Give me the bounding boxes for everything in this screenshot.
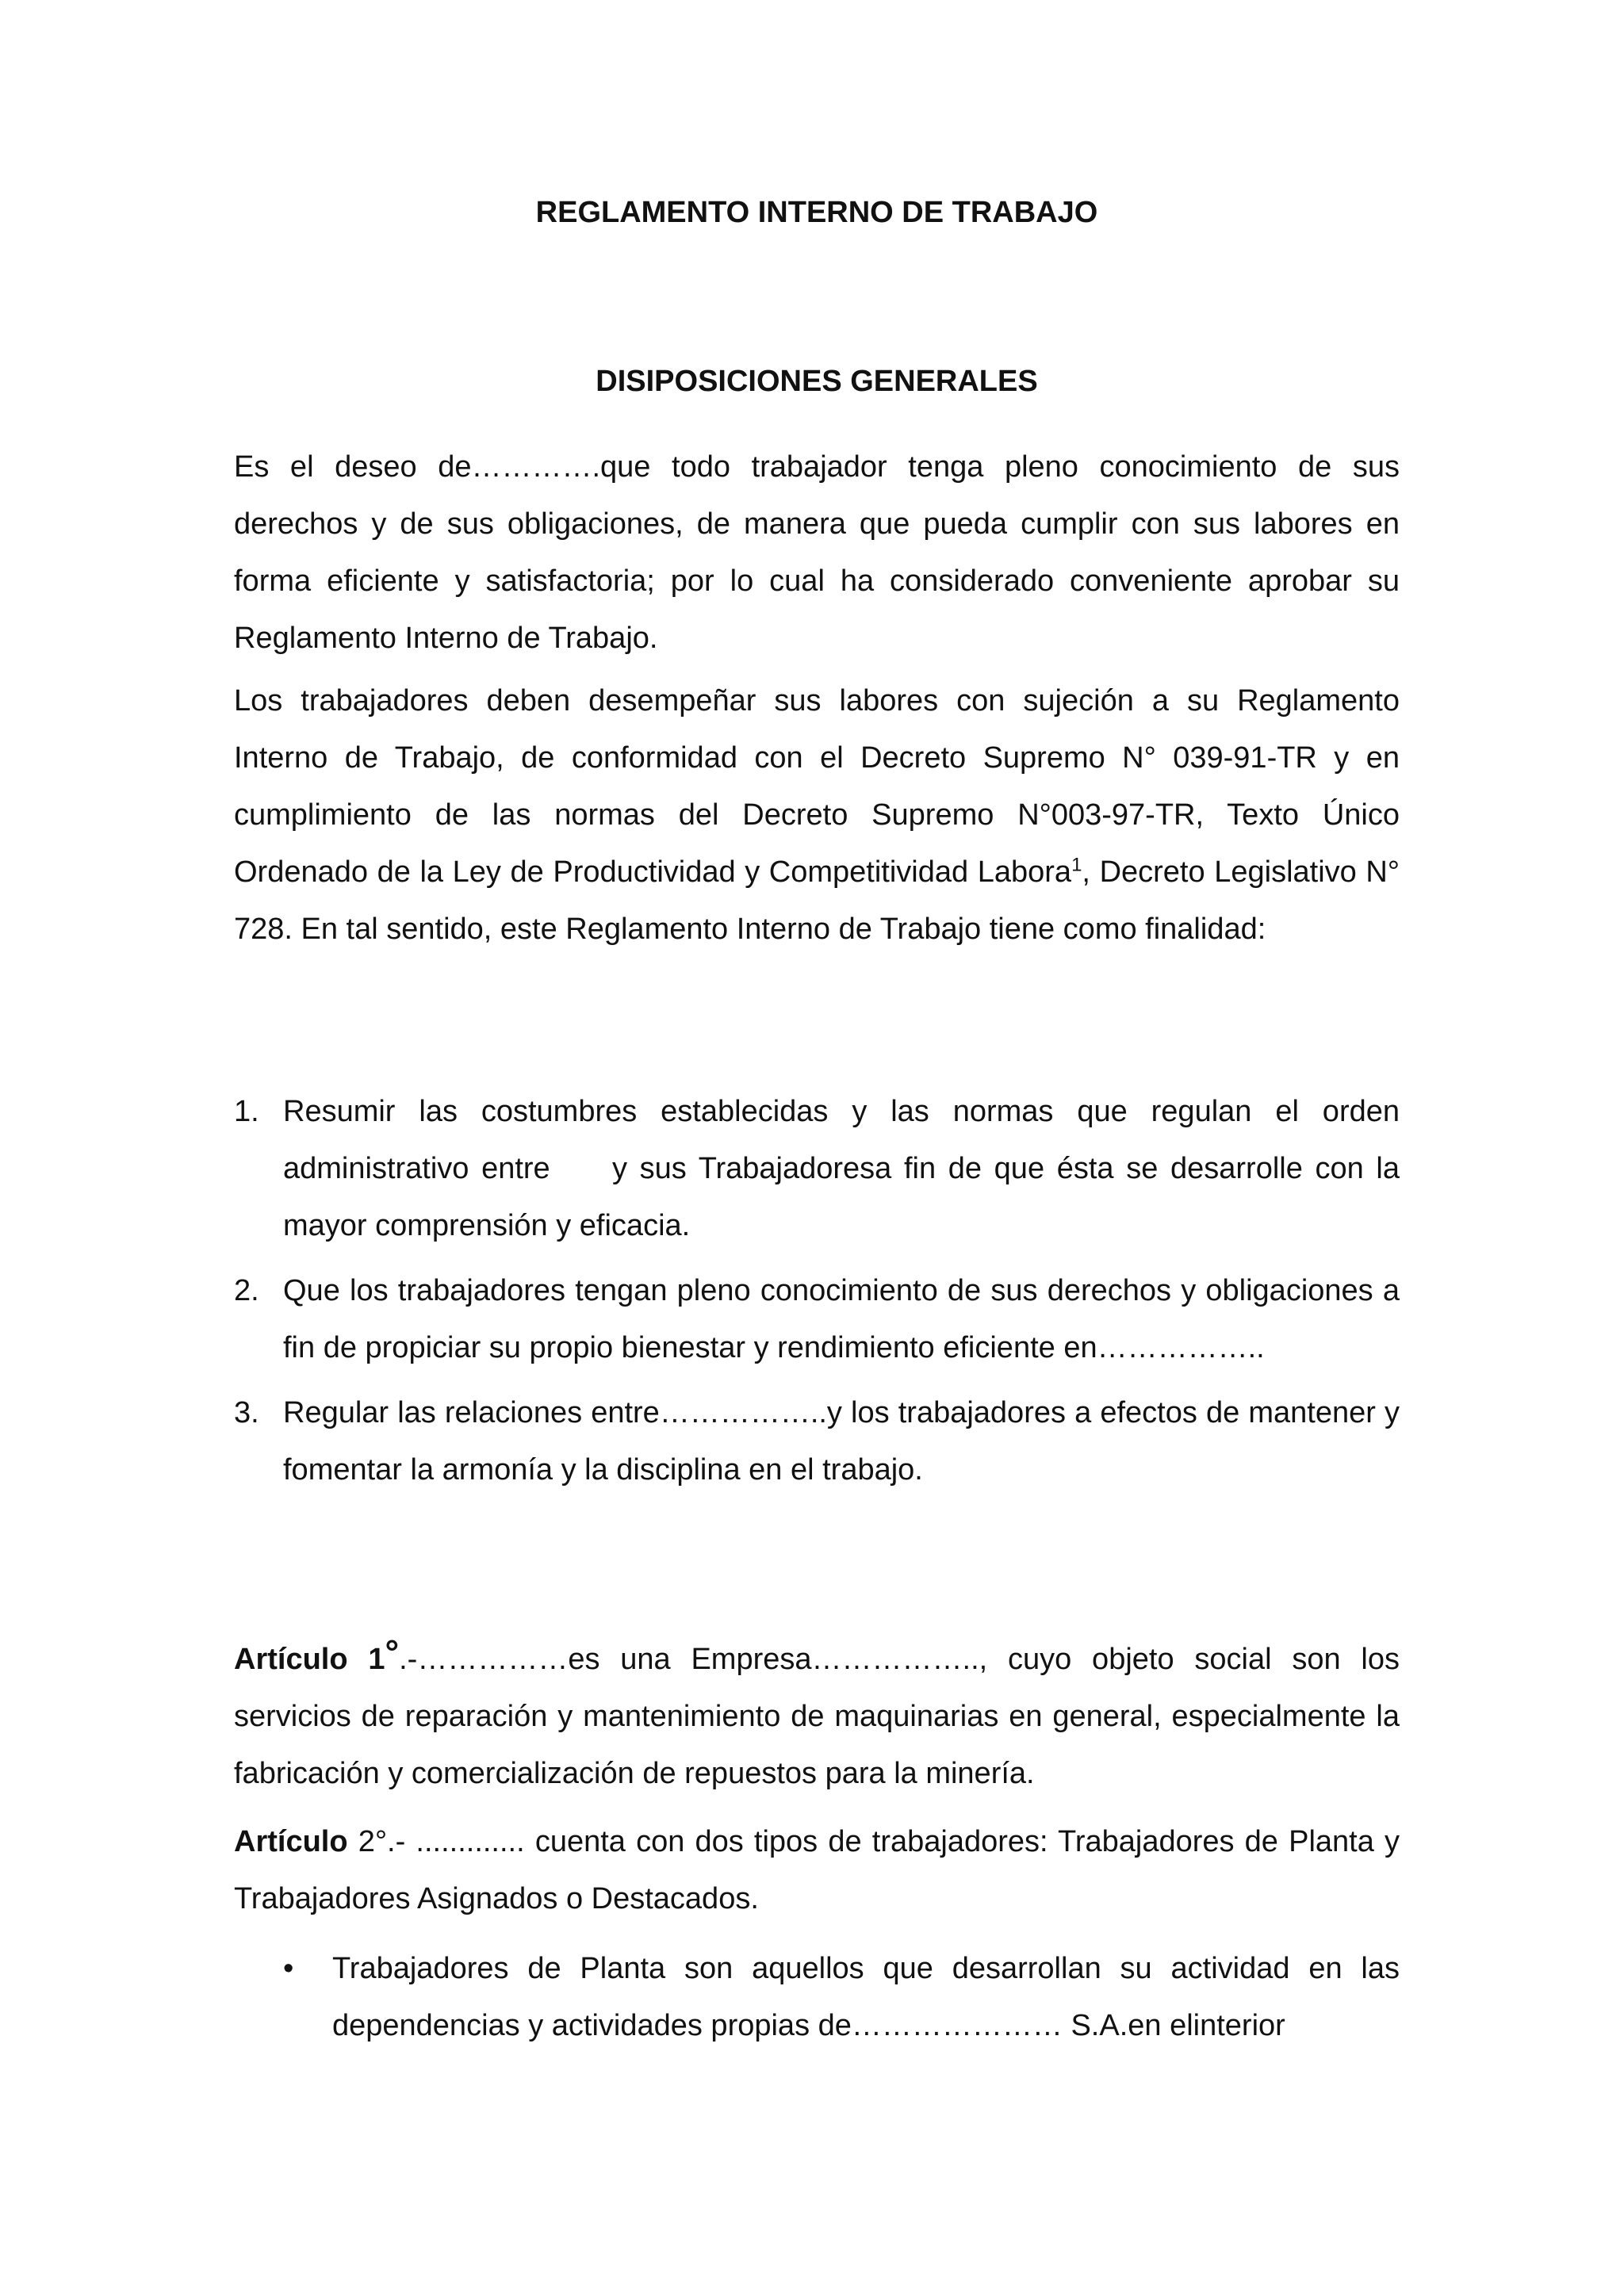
bullet-icon: • [283, 1952, 294, 1985]
article-1-degree: ° [385, 1633, 400, 1672]
purpose-list [234, 1083, 1400, 1506]
article-2-text: 2°.- ............. cuenta con dos tipos de trabajadores: Trabajadores de Planta y Trabajadores Asignados o Destacados. [234, 1825, 1400, 1915]
list-item-text: Que los trabajadores tengan pleno conocimiento de sus derechos y obligaciones a fin de propiciar su propio bienestar y rendimiento eficiente en…………….. [283, 1274, 1400, 1364]
list-item [234, 1083, 1400, 1254]
list-item-text: Regular las relaciones entre……………..y los trabajadores a efectos de mantener y fomentar la armonía y la disciplina en el trabajo. [283, 1396, 1400, 1487]
list-number: 2. [234, 1274, 259, 1307]
legal-basis-text-cont: , Decreto Legislativo N° 728. En tal sentido, este Reglamento Interno de Trabajo tiene como finalidad: [234, 855, 1400, 946]
list-number: 1. [234, 1095, 259, 1128]
list-item [283, 1940, 1400, 2054]
list-item [234, 1262, 1400, 1376]
article-2 [234, 1813, 1400, 1927]
list-number: 3. [234, 1396, 259, 1429]
article-1-text: .-……………es una Empresa…………….., cuyo objeto social son los servicios de reparación y mantenimiento de maquinarias en general, especialmente la fabricación y comercialización de repuestos para la minería. [234, 1643, 1400, 1790]
article-1-label: Artículo 1 [234, 1643, 385, 1676]
article-1 [234, 1629, 1400, 1802]
article-2-label: Artículo [234, 1825, 348, 1858]
footnote-marker: 1 [1071, 854, 1082, 876]
legal-basis-text: Los trabajadores deben desempeñar sus labores con sujeción a su Reglamento Interno de Trabajo, de conformidad con el Decreto Supremo N° 039-91-TR y en cumplimiento de las normas del Decreto Supremo N°003-97-TR, Texto Único Ordenado de la Ley de Productividad y Competitividad Labora [234, 684, 1400, 889]
list-item-text: Resumir las costumbres establecidas y las normas que regulan el orden administrativo entre y sus Trabajadoresa fin de que ésta se desarrolle con la mayor comprensión y eficacia. [283, 1095, 1400, 1242]
list-item [234, 1384, 1400, 1498]
legal-basis-paragraph [234, 672, 1400, 958]
section-title: DISIPOSICIONES GENERALES [596, 365, 1038, 398]
intro-paragraph: Es el deseo de………….que todo trabajador tenga pleno conocimiento de sus derechos y de sus obligaciones, de manera que pueda cumplir con sus labores en forma eficiente y satisfactoria; por lo cual ha considerado conveniente aprobar su Reglamento Interno de Trabajo. [234, 450, 1400, 655]
worker-types-list [283, 1940, 1400, 2054]
list-item-text: Trabajadores de Planta son aquellos que desarrollan su actividad en las dependencias y actividades propias de………………… S.A.en elinterior [332, 1952, 1400, 2042]
document-title: REGLAMENTO INTERNO DE TRABAJO [535, 196, 1098, 229]
